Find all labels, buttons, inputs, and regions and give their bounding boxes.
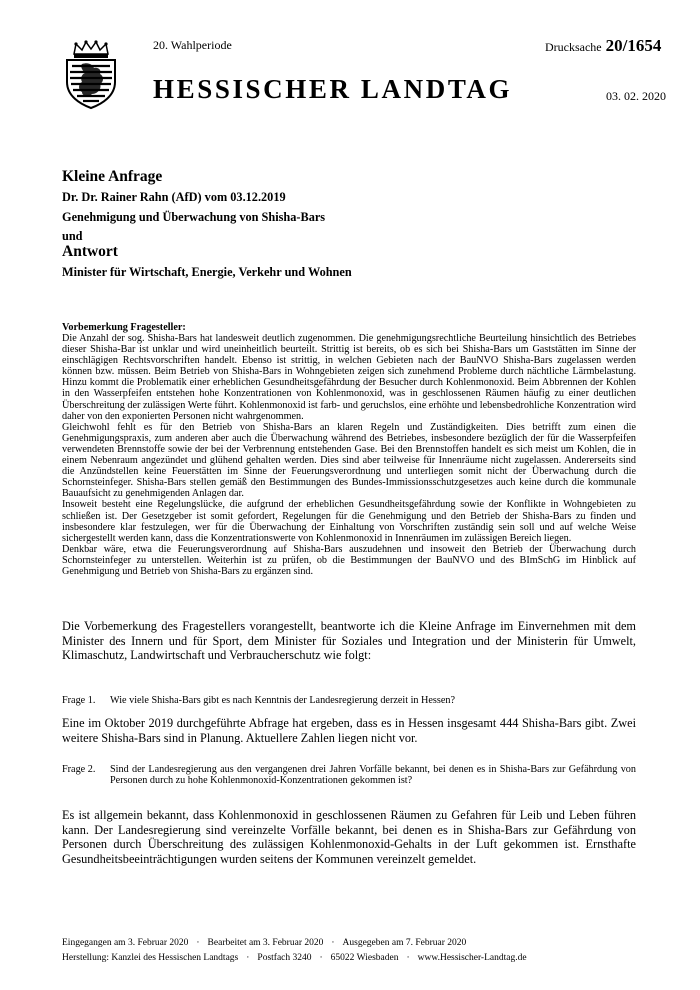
vorbemerkung-title: Vorbemerkung Fragesteller: <box>62 322 186 333</box>
vorbemerkung-paragraph: Gleichwohl fehlt es für den Betrieb von Shisha-Bars an klaren Regeln und Zuständigkeiten. Dies betrifft zum einen die Genehmigungspraxis, zum anderen aber auch die Überwachung während des Betriebes, insbesondere bezüglich der für die Wasserpfeifen verwendeten Brennstoffe sowie der bei der Verbrennung entstehenden Gase. Bei den Brennstoffen handelt es sich meist um Kohlen, die in einem Nebenraum angezündet und glühend gehalten werden. Dies sind aber teilweise für Innenräume nicht zugelassen. Andererseits sind die Anzündstellen keine Feuerstätten im Sinne der Feuerungsverordnung und unterliegen somit nicht der Überwachung durch die Schornsteinfeger. Shisha-Bars stellen gemäß den Bestimmungen des Bundes-Immissionsschutzgesetzes auch keine durch die kommunale Bauaufsicht zu genehmigenden Anlagen dar. <box>62 421 636 500</box>
footer-website-link[interactable]: www.Hessischer-Landtag.de <box>417 953 527 963</box>
drucksache-label: Drucksache <box>545 40 602 54</box>
parliament-title: HESSISCHER LANDTAG <box>153 74 513 104</box>
document-date: 03. 02. 2020 <box>606 89 666 103</box>
doc-minister: Minister für Wirtschaft, Energie, Verkehr und Wohnen <box>62 265 352 279</box>
vorbemerkung-paragraph: Die Anzahl der sog. Shisha-Bars hat landesweit deutlich zugenommen. Die genehmigungsrechtliche Beurteilung hinsichtlich des Betriebes dieser Shisha-Bar ist unklar und wird uneinheitlich beurteilt. Strittig ist bereits, ob es sich bei Shisha-Bars um Gaststätten im Sinne der einschlägigen Rechtsvorschriften handelt. Ebenso ist strittig, in welchen Gebieten nach der BauNVO Shisha-Bars zugelassen werden können bzw. müssen. Beim Betrieb von Shisha-Bars in Wohngebieten zeigen sich zunehmend Probleme durch nächtliche Lärmbelastung. Hinzu kommt die Problematik einer erheblichen Gesundheitsgefährdung der Besucher durch Kohlenmonoxid. Beim Abbrennen der Kohlen in den Wasserpfeifen entstehen hohe Konzentrationen von Kohlenmonoxid, was in geschlossenen Räumen häufig zu einer deutlichen Überschreitung der zulässigen Werte führt. Kohlenmonoxid ist farb- und geruchslos, eine erhöhte und lebensbedrohliche Konzentration wird daher von den exponierten Personen nicht wahrgenommen. <box>62 333 636 422</box>
antwort-1-text: Eine im Oktober 2019 durchgeführte Abfrage hat ergeben, dass es in Hessen insgesamt 444 Shisha-Bars gibt. Zwei weitere Shisha-Bars sind in Planung. Aktuellere Zahlen liegen nicht vor. <box>62 716 636 745</box>
doc-und: und <box>62 229 83 243</box>
footer-separator: · <box>331 938 335 948</box>
footer-separator: · <box>406 953 410 963</box>
frage-2 <box>62 764 636 786</box>
antwort-2-text: Es ist allgemein bekannt, dass Kohlenmonoxid in geschlossenen Räumen zu Gefahren für Leib und Leben führen kann. Der Landesregierung sind vereinzelte Vorfälle bekannt, bei denen es in Shisha-Bars zur Gefährdung von Personen durch Überschreitung des zulässigen Kohlenmonoxid-Gehalts in der Luft gekommen ist. Ernsthafte Gesundheitsbeeinträchtigungen wurden seitens der Kommunen vereinzelt gemeldet. <box>62 808 636 866</box>
hesse-coat-of-arms-icon <box>62 40 120 110</box>
footer-bearbeitet: Bearbeitet am 3. Februar 2020 <box>207 938 324 948</box>
answer-intro <box>62 619 636 663</box>
footer-dates <box>62 938 662 948</box>
antwort-2 <box>62 808 636 866</box>
vorbemerkung-paragraph: Insoweit besteht eine Regelungslücke, die aufgrund der erheblichen Gesundheitsgefährdung sowie der Konflikte in Wohngebieten zu schließen ist. Der Gesetzgeber ist somit gefordert, Regelungen für die Genehmigung und den Betrieb der Shisha-Bars zu finden und insbesondere klar festzulegen, wer für die Überwachung der Einhaltung von Vorschriften zuständig sein soll und auf welche Weise sichergestellt werden kann, dass die Konzentrationswerte von Kohlenmonoxid in Innenräumen im zulässigen Bereich liegen. <box>62 499 636 544</box>
footer-publisher <box>62 953 662 963</box>
antwort-1 <box>62 716 636 745</box>
wahlperiode: 20. Wahlperiode <box>153 38 232 52</box>
footer-ausgegeben: Ausgegeben am 7. Februar 2020 <box>342 938 467 948</box>
doc-answer-heading: Antwort <box>62 243 118 260</box>
frage-1-label: Frage 1. <box>62 695 96 706</box>
footer-separator: · <box>319 953 323 963</box>
doc-subject: Genehmigung und Überwachung von Shisha-Bars <box>62 210 326 224</box>
footer-postfach: Postfach 3240 <box>257 953 312 963</box>
frage-1-question: Wie viele Shisha-Bars gibt es nach Kenntnis der Landesregierung derzeit in Hessen? <box>110 695 456 706</box>
footer-ort: 65022 Wiesbaden <box>330 953 399 963</box>
footer-separator: · <box>246 953 250 963</box>
footer-herstellung: Herstellung: Kanzlei des Hessischen Landtags <box>62 953 239 963</box>
vorbemerkung-paragraph: Denkbar wäre, etwa die Feuerungsverordnung auf Shisha-Bars auszudehnen und insoweit den Betrieb der Überwachung durch Schornsteinfeger zu unterstellen. Weiterhin ist zu prüfen, ob die Bestimmungen der BauNVO und des BImSchG im Hinblick auf Genehmigung und Betrieb von Shisha-Bars zu ergänzen sind. <box>62 543 636 577</box>
frage-2-label: Frage 2. <box>62 764 96 775</box>
vorbemerkung-body <box>62 333 636 577</box>
drucksache <box>545 36 661 56</box>
footer-eingegangen: Eingegangen am 3. Februar 2020 <box>62 938 189 948</box>
answer-intro-text: Die Vorbemerkung des Fragestellers vorangestellt, beantworte ich die Kleine Anfrage im Einvernehmen mit dem Minister des Innern und für Sport, dem Minister für Soziales und Integration und der Ministerin für Umwelt, Klimaschutz, Landwirtschaft und Verbraucherschutz wie folgt: <box>62 619 636 663</box>
footer-separator: · <box>196 938 200 948</box>
frage-2-question: Sind der Landesregierung aus den vergangenen drei Jahren Vorfälle bekannt, bei denen es in Shisha-Bars zur Gefährdung von Personen durch zu hohe Kohlenmonoxid-Konzentrationen gekommen ist? <box>110 764 636 787</box>
doc-author: Dr. Dr. Rainer Rahn (AfD) vom 03.12.2019 <box>62 190 286 204</box>
drucksache-number: 20/1654 <box>605 36 662 55</box>
doc-kind: Kleine Anfrage <box>62 168 163 185</box>
frage-1 <box>62 695 636 706</box>
